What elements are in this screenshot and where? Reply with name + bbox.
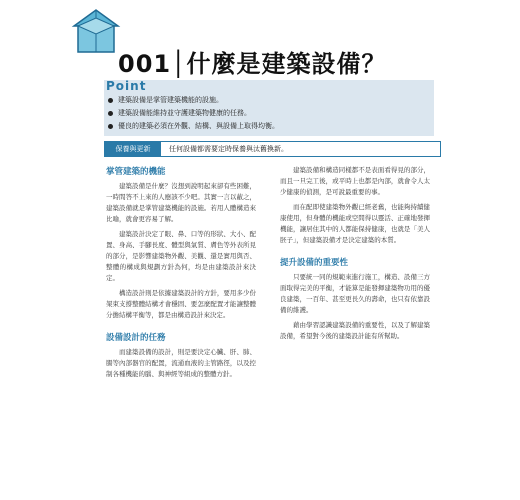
point-list	[108, 94, 279, 133]
section-heading: 設備設計的任務	[106, 333, 166, 343]
paragraph: 構造設計則是依據建築設計的方針，要用多少份架束支撐整體結構才會穩固、要怎麼配置才能讓整體分擔結構平衡等，都是由構造設計來決定。	[106, 289, 256, 319]
paragraph: 而建築設備的設計，則是要決定心臟、肝、肺、腸等內部器官的配置，流通血液的主管路徑，以及控制各種機能的腦、與神經等組成的整體方針。	[106, 348, 256, 378]
bullet-icon	[108, 111, 113, 116]
left-column	[106, 165, 256, 384]
paragraph: 建築設備是什麼？沒想到說明起來卻有些困難，一時間答不上來的人應該不少吧。其實一言以蔽之，建築設備就是掌管建築機能的設施。若用人體構造來比喻，就會更容易了解。	[106, 182, 256, 223]
point-item: 優良的建築必須在外觀、結構、與設備上取得均衡。	[108, 120, 279, 133]
tip-row	[104, 141, 441, 157]
house-cube-icon	[70, 4, 122, 54]
point-item: 建築設備是掌管建築機能的設施。	[108, 94, 279, 107]
bullet-icon	[108, 124, 113, 129]
bullet-icon	[108, 98, 113, 103]
paragraph: 建築設計決定了眼、鼻、口等的形狀、大小、配置、身高、手腳長度、體型與氣質、膚色等外表所見的部分，是影響建築物外觀、美觀、還是實用與否、整體的構成與規劃方針為何，均是由建築設計來決定。	[106, 230, 256, 282]
section-heading: 提升設備的重要性	[280, 258, 349, 268]
paragraph: 藉由學習認識建築設備的重要性，以及了解建築設備，希望對今後的建築設計能有所幫助。	[280, 321, 430, 340]
paragraph: 而在配即使建築物外觀已經老舊，也能夠持續健康使用，但身體的機能或空間得以靈活、正確地發揮機能，讓居住其中的人都能保持健康，也就是「美人胚子」，但建築設備才是決定建築的本質。	[280, 203, 430, 244]
section-heading: 掌管建築的機能	[106, 167, 166, 177]
tip-tag: 保養與更新	[105, 142, 161, 156]
page-title: 001│什麼是建築設備？	[118, 50, 387, 78]
paragraph: 只要統一同的規範來進行施工，構造、設備三方面取得完美的平衡，才能算是能發揮建築物功用的優良建築，一百年、甚至更長久的壽命，也只有依靠設備的維護。	[280, 273, 430, 314]
right-column	[280, 165, 430, 346]
tip-text: 任何設備都需要定時保養與汰舊換新。	[169, 145, 288, 153]
point-item: 建築設備能維持並守護建築物健康的任務。	[108, 107, 279, 120]
point-label: Point	[106, 79, 147, 93]
paragraph: 建築設備和構造同樣都不是表面看得見的部分，而且一旦完工後，或平時上也都是內部，就會令人太少健康的偵測，是可說最重要的事。	[280, 166, 430, 196]
